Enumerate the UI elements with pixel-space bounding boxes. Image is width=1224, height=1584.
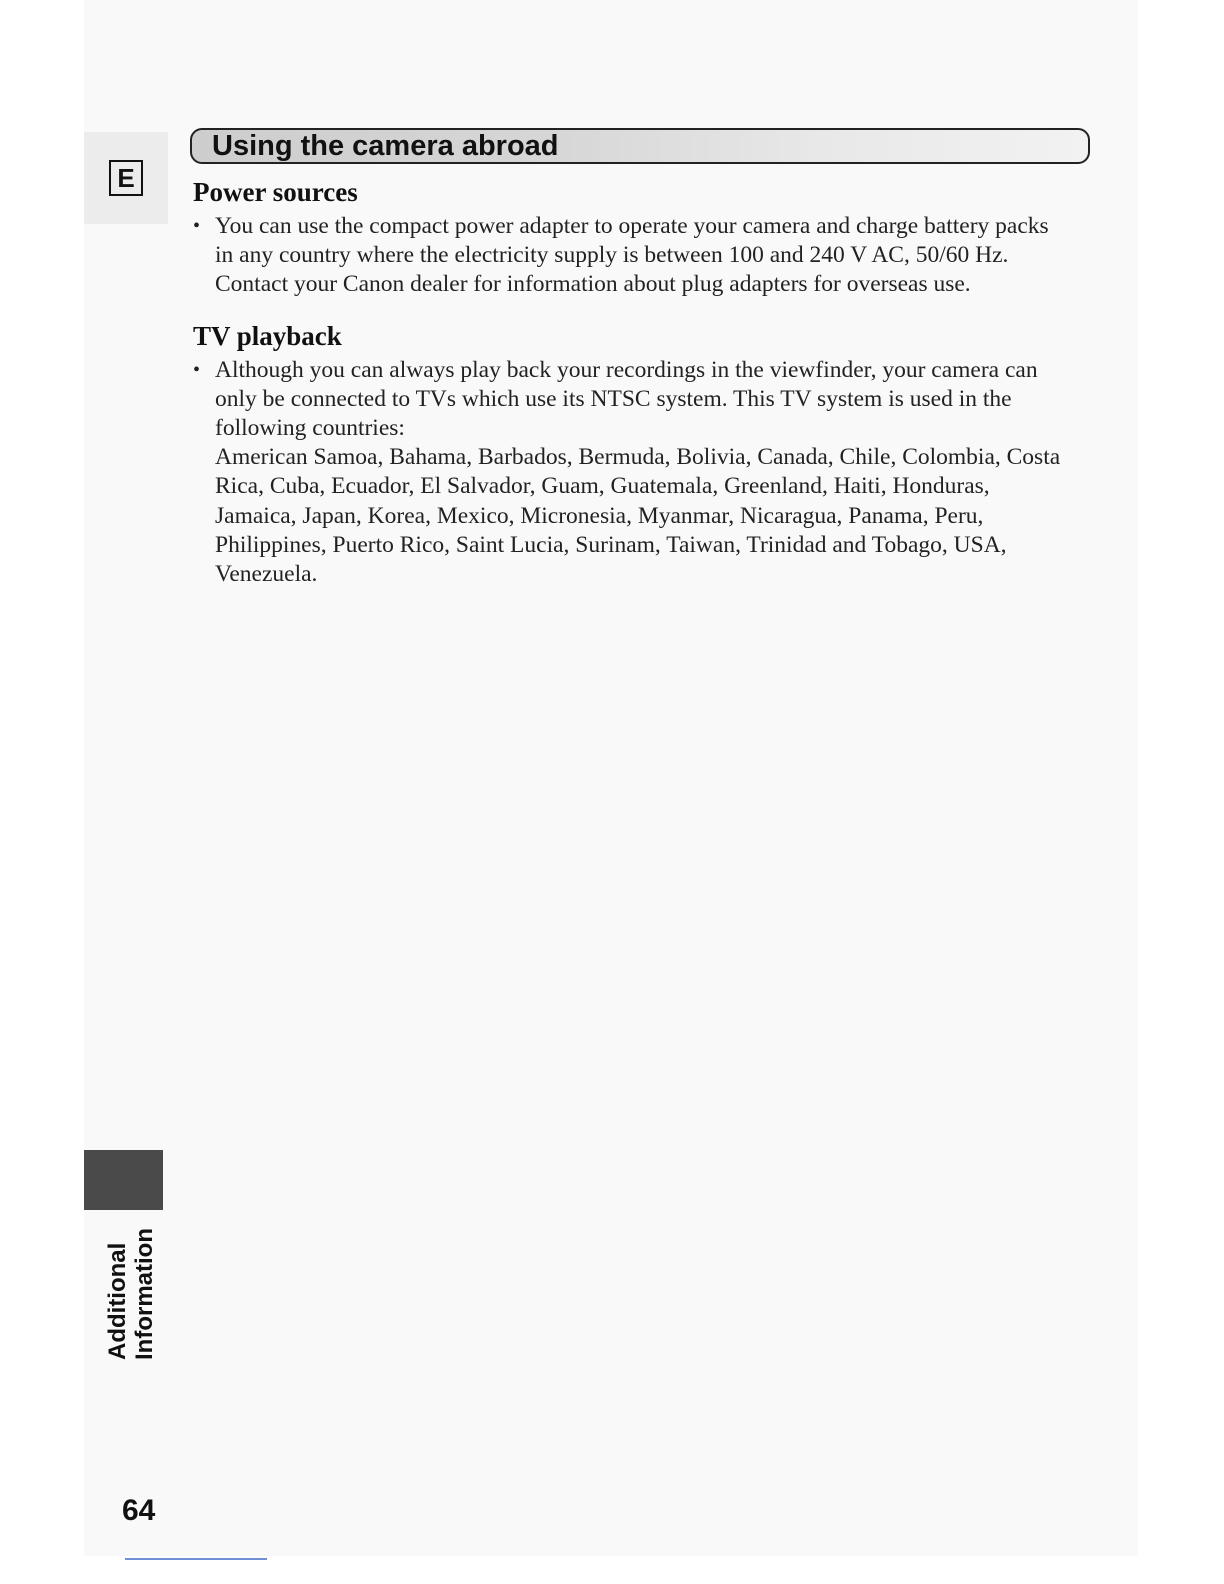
page-number: 64 (122, 1494, 156, 1527)
content (193, 172, 1063, 589)
chapter-label-line1: Additional (104, 1242, 131, 1360)
footer-rule (125, 1558, 267, 1560)
bullet-text: Although you can always play back your recordings in the viewfinder, your camera can only be connected to TVs which use its NTSC system. This TV system is used in the following countries: (215, 356, 1038, 442)
section-power-sources (193, 172, 1063, 300)
section-title: Using the camera abroad (212, 130, 559, 162)
bullet-text: You can use the compact power adapter to operate your camera and charge battery packs in any country where the electricity supply is between 100 and 240 V AC, 50/60 Hz. Contact your Canon dealer for information about plug adapters for overseas use. (215, 213, 1049, 298)
chapter-tab (104, 1220, 166, 1360)
section-heading: Power sources (193, 177, 358, 207)
section-tv-playback (193, 316, 1063, 590)
language-indicator: E (109, 160, 143, 196)
chapter-marker (84, 1150, 163, 1210)
bullet-item (193, 356, 1063, 590)
bullet-icon: • (193, 215, 201, 237)
country-list: American Samoa, Bahama, Barbados, Bermuda, Bolivia, Canada, Chile, Colombia, Costa Rica, Cuba, Ecuador, El Salvador, Guam, Guatemala, Greenland, Haiti, Honduras, Jamaica, Japan, Korea, Mexico, Micronesia, Myanmar, Nicaragua, Panama, Peru, Philippines, Puerto Rico, Saint Lucia, Surinam, Taiwan, Trinidad and Tobago, USA, Venezuela. (215, 444, 1061, 588)
bullet-icon: • (193, 358, 201, 381)
chapter-label-line2: Information (131, 1228, 158, 1360)
bullet-item (193, 212, 1063, 300)
section-header (190, 128, 1090, 164)
section-heading: TV playback (193, 320, 342, 351)
